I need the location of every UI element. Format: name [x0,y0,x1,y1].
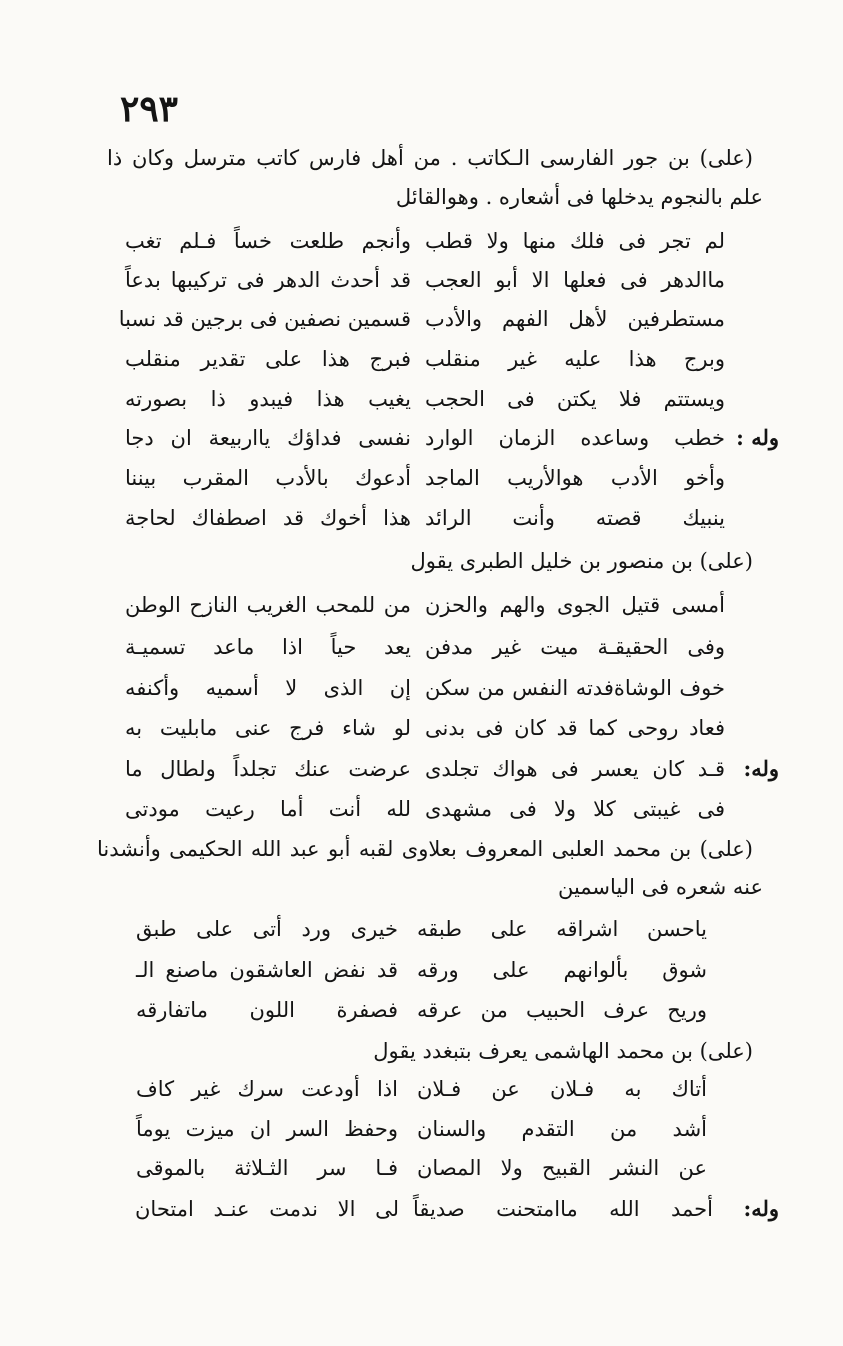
second-hemistich: أمسى قتيل الجوى والهم والحزن [425,593,725,617]
verse-label: وله: [743,1196,779,1221]
second-hemistich: أتاك به فـلان عن فـلان [417,1077,707,1101]
first-hemistich: نفسى فداؤك يااربيعة ان دجا [125,426,411,450]
second-hemistich: خوف الوشاةفدته النفس من سكن [425,676,725,700]
first-hemistich: قسمين نصفين فى برجين قد نسبا [118,307,411,331]
prose-line: (على) بن منصور بن خليل الطبرى يقول [410,549,753,573]
first-hemistich: خيرى ورد أتى على طبق [136,917,398,941]
second-hemistich: ويستتم فلا يكتن فى الحجب [425,387,725,411]
second-hemistich: وبرج هذا عليه غير منقلب [425,347,725,371]
first-hemistich: وأنجم طلعت خساً فـلم تغب [125,229,411,253]
second-hemistich: وأخو الأدب هوالأريب الماجد [425,466,725,490]
first-hemistich: عرضت عنك تجلداً ولطال ما [125,757,411,781]
first-hemistich: من للمحب الغريب النازح الوطن [125,593,411,617]
prose-line: (على) بن محمد العلبى المعروف بعلاوى لقبه أبو عبد الله الحكيمى وأنشدنا [97,837,753,861]
first-hemistich: وحفظ السر ان ميزت يوماً [136,1117,398,1141]
second-hemistich: عن النشر القبيح ولا المصان [417,1156,707,1180]
second-hemistich: ينبيك قصته وأنت الرائد [425,506,725,530]
first-hemistich: قد أحدث الدهر فى تركيبها بدعاً [125,268,411,292]
first-hemistich: أدعوك بالأدب المقرب بيننا [125,466,411,490]
second-hemistich: ماالدهر فى فعلها الا أبو العجب [425,268,725,292]
second-hemistich: فعاد روحى كما قد كان فى بدنى [425,716,725,740]
first-hemistich: يغيب هذا فيبدو ذا بصورته [125,387,411,411]
prose-line: (على) بن جور الفارسى الـكاتب . من أهل فارس كاتب مترسل وكان ذا [107,146,753,170]
first-hemistich: يعد حياً اذا ماعد تسميـة [125,635,411,659]
second-hemistich: لم تجر فى فلك منها ولا قطب [425,229,725,253]
page-number: ٢٩٣ [120,88,179,130]
first-hemistich: هذا أخوك قد اصطفاك لحاجة [125,506,411,530]
first-hemistich: إن الذى لا أسميه وأكنفه [125,676,411,700]
first-hemistich: قد نفض العاشقون ماصنع الـ [136,958,398,982]
second-hemistich: شوق بألوانهم على ورقه [417,958,707,982]
first-hemistich: فبرج هذا على تقدير منقلب [125,347,411,371]
prose-line: عنه شعره فى الياسمين [557,875,763,899]
first-hemistich: أحمد الله ماامتحنت صديقاً [413,1197,713,1221]
second-hemistich: قـد كان يعسر فى هواك تجلدى [425,757,725,781]
second-hemistich: خطب وساعده الزمان الوارد [425,426,725,450]
second-hemistich: لى الا ندمت عنـد امتحان [135,1197,399,1221]
second-hemistich: أشد من التقدم والسنان [417,1117,707,1141]
second-hemistich: وفى الحقيقـة ميت غير مدفن [425,635,725,659]
first-hemistich: لله أنت أما رعيت مودتى [125,797,411,821]
second-hemistich: مستطرفين لأهل الفهم والأدب [425,307,725,331]
verse-label: وله: [743,756,779,781]
second-hemistich: وريح عرف الحبيب من عرقه [417,998,707,1022]
first-hemistich: اذا أودعت سرك غير كاف [136,1077,398,1101]
first-hemistich: فصفرة اللون ماتفارقه [136,998,398,1022]
second-hemistich: ياحسن اشراقه على طبقه [417,917,707,941]
verse-label: وله : [736,425,779,450]
second-hemistich: فى غيبتى كلا ولا فى مشهدى [425,797,725,821]
first-hemistich: لو شاء فرج عنى مابليت به [125,716,411,740]
first-hemistich: فـا سر الثـلاثة بالموقى [136,1156,398,1180]
prose-line: علم بالنجوم يدخلها فى أشعاره . وهوالقائل [395,185,763,209]
prose-line: (على) بن محمد الهاشمى يعرف بتبغدد يقول [373,1039,753,1063]
